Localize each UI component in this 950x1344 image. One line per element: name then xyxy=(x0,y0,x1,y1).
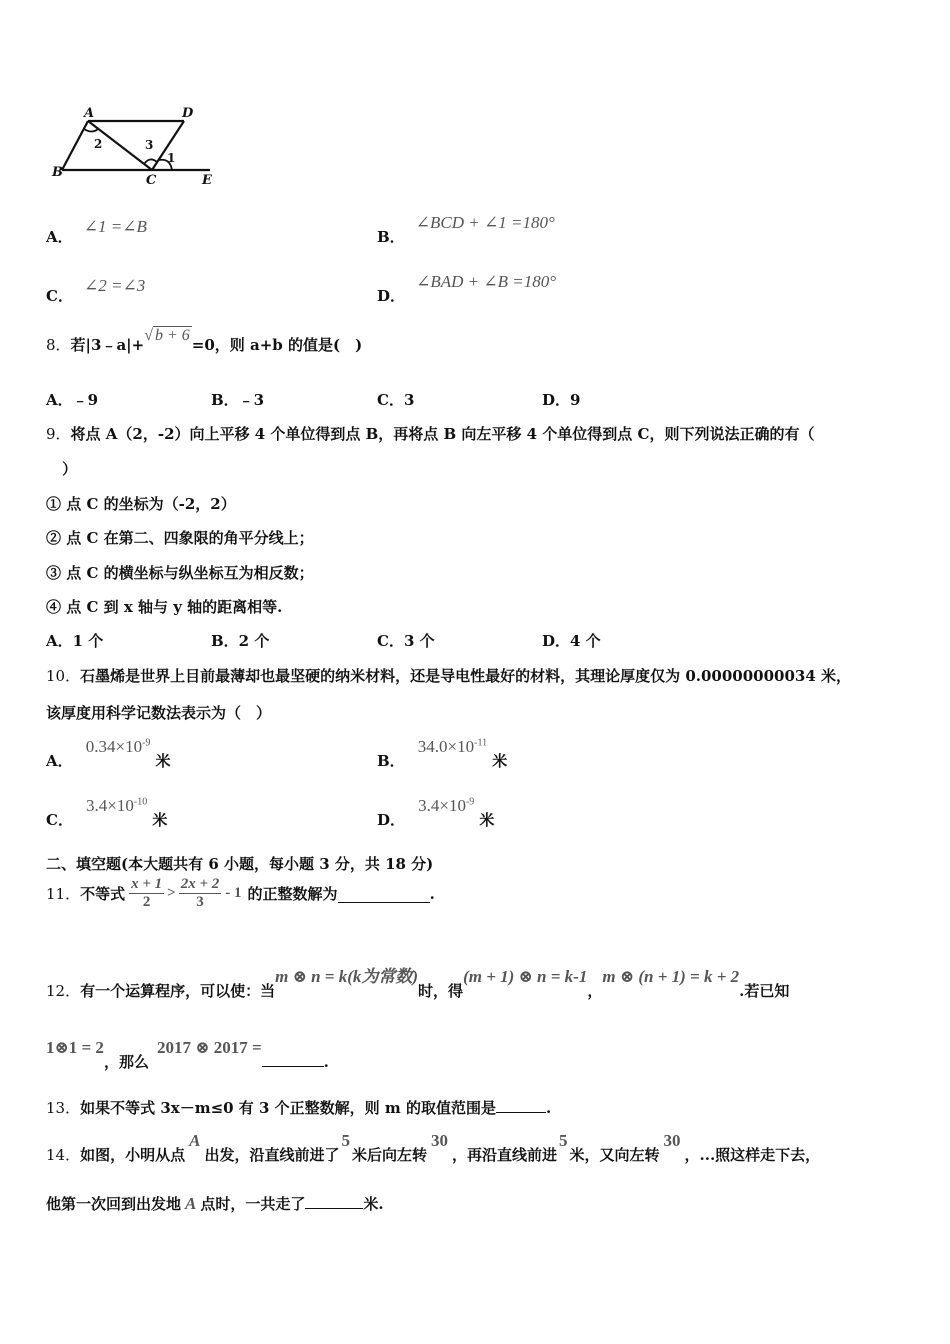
q9-item-3: ③ 点 C 的横坐标与纵坐标互为相反数； xyxy=(46,564,314,582)
label-angle-2: 2 xyxy=(94,137,103,151)
q14-line2a: 他第一次回到出发地 xyxy=(46,1195,182,1213)
q14-line1 xyxy=(46,1130,821,1164)
q12-comma: ， xyxy=(587,982,603,1000)
label-c: C xyxy=(146,173,157,188)
q12-line1 xyxy=(46,962,790,1000)
label-angle-1: 1 xyxy=(167,151,176,165)
q10-option-a-base: 0.34×10 xyxy=(85,737,143,756)
q8-stem-a: 若|3﹣a|+ xyxy=(70,336,145,354)
q11-frac2-den: 3 xyxy=(196,894,204,910)
q14-p5: 米，又向左转 xyxy=(569,1146,660,1164)
q11-fraction-1 xyxy=(129,876,164,911)
q10-option-a-exp: -9 xyxy=(142,737,151,749)
q10-option-d-exp: -9 xyxy=(465,796,475,808)
q7-option-a-math: ∠1 =∠B xyxy=(83,217,147,236)
q11-number: 11． xyxy=(46,885,81,903)
q14-line2 xyxy=(46,1193,384,1214)
sqrt-sign-icon: √ xyxy=(144,327,153,344)
q7-option-a[interactable] xyxy=(46,216,147,246)
q10-option-a[interactable] xyxy=(46,736,171,770)
q7-option-c[interactable] xyxy=(46,275,146,305)
q14-point-a: A xyxy=(189,1131,201,1150)
q12-post: .若已知 xyxy=(739,982,790,1000)
q9-stem-line1 xyxy=(46,423,814,444)
q11-post: 的正整数解为 xyxy=(247,885,338,903)
q12-answer-blank[interactable] xyxy=(262,1050,324,1067)
q8-option-c[interactable]: C．3 xyxy=(377,391,415,409)
q10-option-c-exp: -10 xyxy=(133,796,148,808)
q12-expr3: m ⊗ (n + 1) = k + 2 xyxy=(602,967,740,986)
parallelogram-figure xyxy=(48,100,223,190)
q14-p3: 米后向左转 xyxy=(351,1146,427,1164)
q14-line2b: 点时，一共走了 xyxy=(200,1195,306,1213)
q8-stem-b: =0，则 a+b 的值是( ) xyxy=(191,336,363,354)
q10-option-d-base: 3.4×10 xyxy=(418,796,466,815)
q10-option-b-base: 34.0×10 xyxy=(417,737,475,756)
q9-stem-line2: ） xyxy=(62,460,78,478)
q10-stem-line2: 该厚度用科学记数法表示为（ ） xyxy=(46,704,272,722)
q11-minus-one: - 1 xyxy=(225,885,242,901)
q9-stem-text: 将点 A（2，-2）向上平移 4 个单位得到点 B，再将点 B 向左平移 4 个单位得到点 C，则下列说法正确的有（ xyxy=(70,425,815,443)
q11-frac1-num: x + 1 xyxy=(131,876,163,892)
q10-option-a-unit: 米 xyxy=(155,752,171,770)
q9-item-4: ④ 点 C 到 x 轴与 y 轴的距离相等. xyxy=(46,598,283,616)
q12-mid1: 时，得 xyxy=(418,982,464,1000)
angle-arc-3 xyxy=(144,159,157,164)
q12-expr5: 2017 ⊗ 2017 = xyxy=(156,1038,262,1057)
angle-arc-2 xyxy=(84,129,98,132)
label-angle-3: 3 xyxy=(145,138,154,152)
q14-p4: ，再沿直线前进 xyxy=(451,1146,557,1164)
q10-stem-line1 xyxy=(46,665,851,686)
q14-five-2: 5 xyxy=(559,1131,568,1150)
q9-option-a[interactable]: A．1 个 xyxy=(46,632,104,650)
q9-option-c[interactable]: C．3 个 xyxy=(377,632,435,650)
q7-option-b-math: ∠BCD + ∠1 =180° xyxy=(415,213,555,232)
q10-option-d-letter: D． xyxy=(377,811,406,829)
q10-option-b-letter: B． xyxy=(377,752,405,770)
q12-line2 xyxy=(46,1036,329,1071)
q10-option-d-unit: 米 xyxy=(479,811,495,829)
section-2-title: 二、填空题(本大题共有 6 小题，每小题 3 分，共 18 分) xyxy=(46,855,434,873)
q9-option-d[interactable]: D．4 个 xyxy=(542,632,601,650)
q9-item-2: ② 点 C 在第二、四象限的角平分线上； xyxy=(46,529,314,547)
q14-answer-blank[interactable] xyxy=(305,1194,363,1209)
q14-point-a-2: A xyxy=(185,1194,197,1213)
q8-option-d[interactable]: D．9 xyxy=(542,391,581,409)
q13-text: 如果不等式 3x－m≤0 有 3 个正整数解，则 m 的取值范围是 xyxy=(80,1099,496,1117)
q10-option-b-unit: 米 xyxy=(492,752,508,770)
q14-thirty-1: 30 xyxy=(430,1131,448,1150)
q9-item-1: ① 点 C 的坐标为（-2，2） xyxy=(46,495,236,513)
q7-option-d-math: ∠BAD + ∠B =180° xyxy=(416,272,557,291)
q8-number: 8． xyxy=(46,336,71,354)
q7-option-b-letter: B． xyxy=(377,228,405,246)
q11-pre: 不等式 xyxy=(80,885,126,903)
q14-p1: 如图，小明从点 xyxy=(80,1146,186,1164)
segment-ab xyxy=(62,121,88,170)
q7-option-d[interactable] xyxy=(377,271,557,305)
label-d: D xyxy=(182,106,194,121)
q7-option-c-letter: C． xyxy=(46,287,73,305)
q10-option-a-letter: A． xyxy=(46,752,73,770)
q10-option-c[interactable] xyxy=(46,795,168,829)
q13-number: 13． xyxy=(46,1099,81,1117)
q10-stem-text: 石墨烯是世界上目前最薄却也最坚硬的纳米材料，还是导电性最好的材料，其理论厚度仅为 0.00000000034 米， xyxy=(80,667,852,685)
label-e: E xyxy=(202,173,212,188)
q10-number: 10． xyxy=(46,667,81,685)
q14-p2: 出发，沿直线前进了 xyxy=(204,1146,340,1164)
q13 xyxy=(46,1097,551,1118)
q14-five-1: 5 xyxy=(341,1131,350,1150)
q9-number: 9． xyxy=(46,425,71,443)
q13-answer-blank[interactable] xyxy=(496,1098,546,1113)
q13-end: . xyxy=(546,1099,552,1117)
q8-sqrt-inner: b + 6 xyxy=(154,327,190,344)
q11-frac2-num: 2x + 2 xyxy=(180,876,220,892)
q12-pre: 有一个运算程序，可以使：当 xyxy=(80,982,276,1000)
q7-option-b[interactable] xyxy=(377,212,555,246)
q11-answer-blank[interactable] xyxy=(338,884,430,903)
q11-frac1-den: 2 xyxy=(142,894,151,910)
q7-option-c-math: ∠2 =∠3 xyxy=(84,276,146,295)
q14-thirty-2: 30 xyxy=(663,1131,681,1150)
q8-option-a[interactable]: A．﹣9 xyxy=(46,391,99,409)
q14-p6: ，...照这样走下去， xyxy=(684,1146,821,1164)
q7-option-a-letter: A． xyxy=(46,228,73,246)
q11-gt: > xyxy=(167,885,176,901)
label-b: B xyxy=(52,165,63,180)
q10-option-b[interactable] xyxy=(377,736,508,770)
q11 xyxy=(46,876,435,911)
q12-expr1: m ⊗ n = k(k为常数) xyxy=(275,967,419,986)
q9-option-b[interactable]: B．2 个 xyxy=(211,632,270,650)
q12-mid2: ，那么 xyxy=(103,1053,149,1071)
q12-expr2: (m + 1) ⊗ n = k-1 xyxy=(463,967,588,986)
q10-option-d[interactable] xyxy=(377,795,495,829)
q10-option-c-unit: 米 xyxy=(152,811,168,829)
label-a: A xyxy=(84,106,95,121)
sqrt-expression xyxy=(144,327,192,345)
q12-number: 12． xyxy=(46,982,81,1000)
q8-option-b[interactable]: B．﹣3 xyxy=(211,391,265,409)
q14-line2c: 米. xyxy=(363,1195,384,1213)
q11-end: . xyxy=(429,884,435,903)
q10-option-c-letter: C． xyxy=(46,811,73,829)
q10-option-c-base: 3.4×10 xyxy=(86,796,134,815)
q14-number: 14． xyxy=(46,1146,81,1164)
q8-stem xyxy=(46,327,363,355)
q7-option-d-letter: D． xyxy=(377,287,406,305)
q10-option-b-exp: -11 xyxy=(474,737,488,749)
q12-expr4: 1⊗1 = 2 xyxy=(46,1038,104,1057)
q11-fraction-2 xyxy=(179,876,222,911)
q12-end: . xyxy=(323,1053,329,1071)
